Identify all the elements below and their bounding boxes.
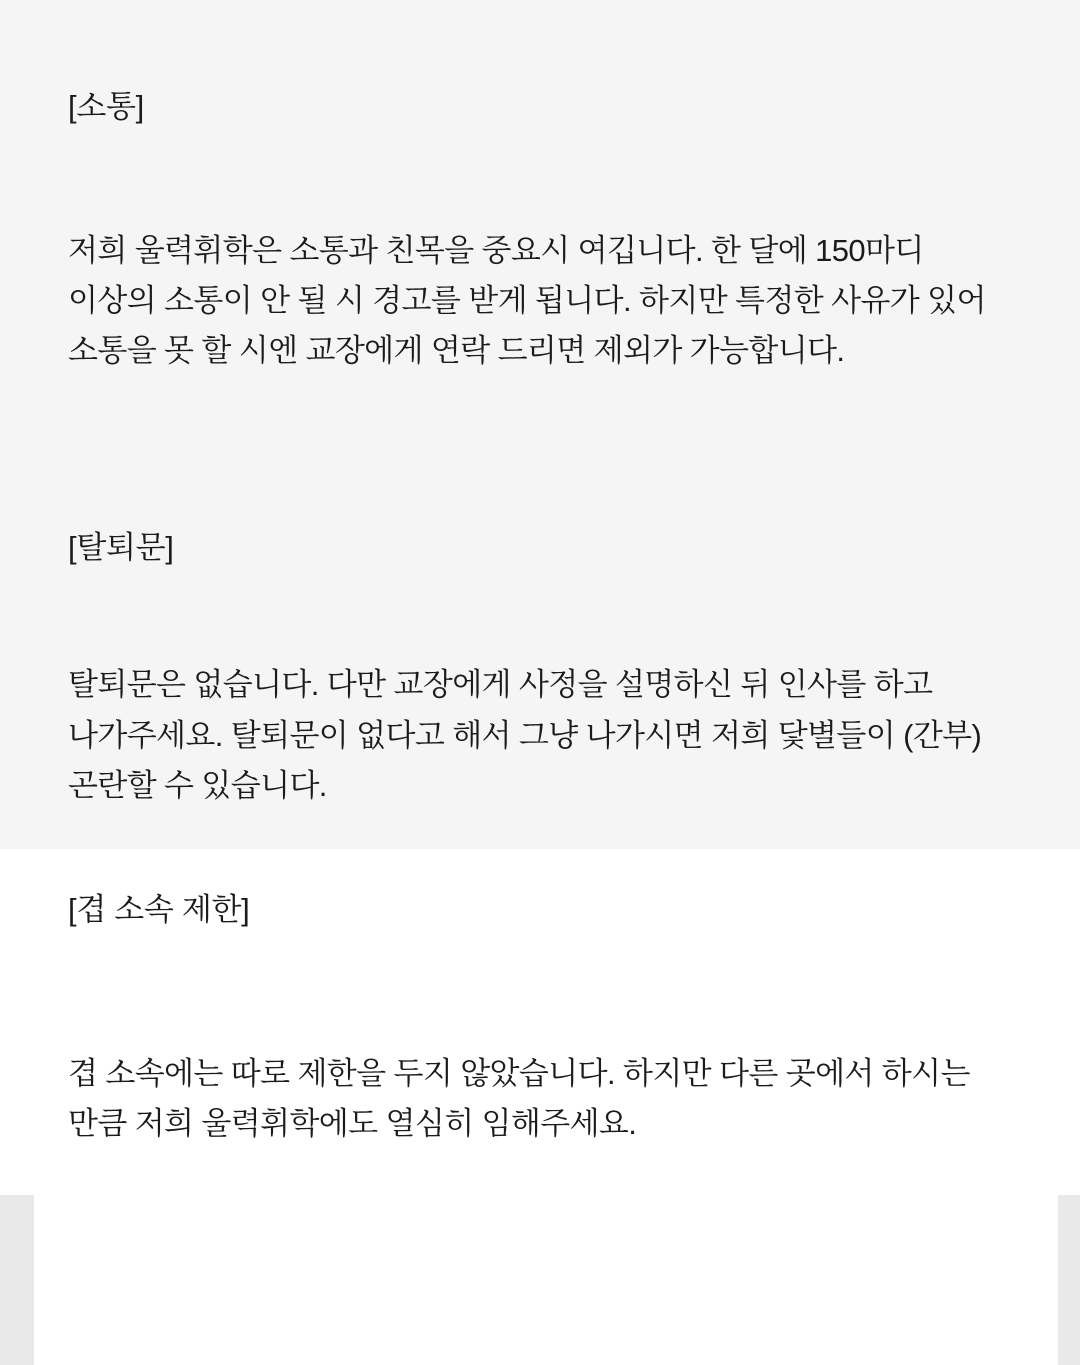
section-heading-dual-membership: [겹 소속 제한] [68, 892, 250, 927]
spacer [68, 128, 1008, 226]
section-heading-withdrawal: [탈퇴문] [68, 529, 174, 565]
spacer [68, 931, 1008, 1049]
section-body-communication: 저희 울력휘학은 소통과 친목을 중요시 여깁니다. 한 달에 150마디 이상의 소통이 안 될 시 경고를 받게 됩니다. 하지만 특정한 사유가 있어 소통을 못 할 시엔 교장에게 연락 드리면 제외가 가능합니다. [68, 232, 986, 369]
spacer [68, 377, 1008, 527]
spacer [68, 568, 1008, 660]
section-dual-membership [0, 849, 1080, 1195]
section-body-withdrawal: 탈퇴문은 없습니다. 다만 교장에게 사정을 설명하신 뒤 인사를 하고 나가주세요. 탈퇴문이 없다고 해서 그냥 나가시면 저희 닻별들이 (간부) 곤란할 수 있습니다. [68, 667, 982, 803]
section-heading-communication: [소통] [68, 89, 144, 124]
section-body-dual-membership: 겹 소속에는 따로 제한을 두지 않았습니다. 하지만 다른 곳에서 하시는 만큼 저희 울력휘학에도 열심히 임해주세요. [68, 1055, 970, 1142]
